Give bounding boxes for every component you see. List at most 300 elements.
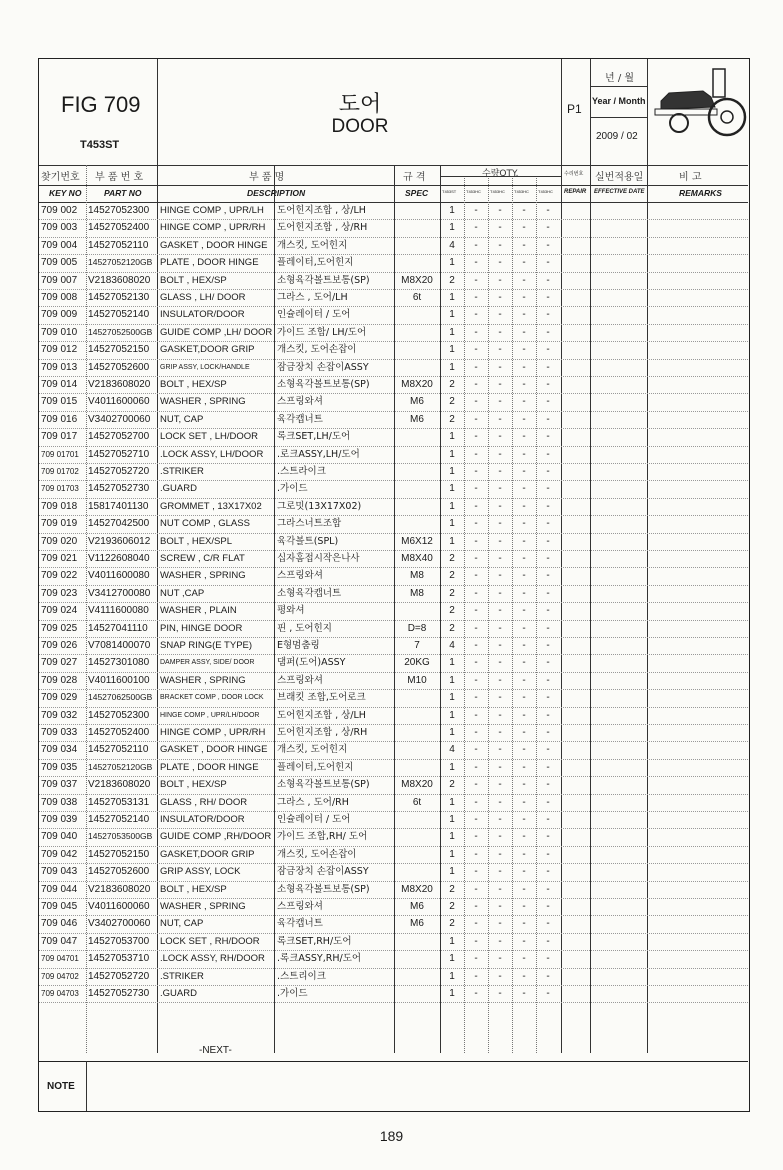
qty-dash-cell: - bbox=[474, 953, 478, 965]
col-repair-en: REPAIR bbox=[564, 189, 587, 195]
description-cell: NUT, CAP bbox=[160, 413, 204, 425]
korean-description-cell: 그라스너트조합 bbox=[277, 518, 342, 530]
korean-description-cell: 십자홈접시작은나사 bbox=[277, 553, 360, 564]
qty-dash-cell: - bbox=[546, 814, 550, 825]
part-no-cell: V1122608040 bbox=[88, 553, 150, 564]
qty-cell: 2 bbox=[449, 605, 455, 617]
qty-dash-cell: - bbox=[546, 257, 550, 269]
korean-description-cell: 평와셔 bbox=[277, 605, 305, 617]
qty-dash-cell: - bbox=[498, 814, 502, 825]
qty-dash-cell: - bbox=[498, 205, 502, 216]
part-no-cell: 14527052120GB bbox=[88, 257, 153, 268]
qty-dash-cell: - bbox=[498, 396, 502, 408]
qty-cell: 2 bbox=[449, 779, 455, 791]
page-code: P1 bbox=[567, 102, 582, 116]
part-no-cell: V2183608020 bbox=[88, 883, 151, 895]
korean-description-cell: 스프링와셔 bbox=[277, 570, 323, 582]
table-row bbox=[39, 759, 748, 777]
date-divider bbox=[647, 59, 648, 165]
col-desc-en: DESCRIPTION bbox=[247, 188, 306, 198]
part-no-cell: 14527052120GB bbox=[88, 761, 153, 772]
qty-dash-cell: - bbox=[474, 396, 478, 408]
qty-dash-cell: - bbox=[498, 918, 502, 930]
qty-dash-cell: - bbox=[522, 413, 526, 425]
korean-description-cell: 록크SET,LH/도어 bbox=[277, 431, 351, 443]
description-cell: BOLT , HEX/SP bbox=[160, 779, 227, 791]
table-row bbox=[39, 915, 748, 933]
qty-cell: 2 bbox=[449, 570, 455, 582]
qty-dash-cell: - bbox=[474, 292, 478, 303]
korean-description-cell: 도어힌지조합 , 상/LH bbox=[277, 709, 366, 721]
qty-dash-cell: - bbox=[546, 553, 550, 564]
korean-description-cell: 인슐레이터 / 도어 bbox=[277, 814, 351, 825]
table-row bbox=[39, 341, 748, 359]
qty-dash-cell: - bbox=[546, 883, 550, 895]
korean-description-cell: .스트라이크 bbox=[277, 466, 326, 477]
next-label: -NEXT- bbox=[199, 1045, 232, 1056]
qty-cell: 1 bbox=[449, 796, 455, 808]
qty-dash-cell: - bbox=[522, 761, 526, 773]
qty-dash-cell: - bbox=[498, 466, 502, 477]
qty-dash-cell: - bbox=[546, 935, 550, 947]
qty-dash-cell: - bbox=[498, 570, 502, 582]
qty-dash-cell: - bbox=[522, 326, 526, 338]
table-row bbox=[39, 637, 748, 655]
table-row bbox=[39, 672, 748, 690]
qty-cell: 1 bbox=[449, 448, 455, 460]
spec-cell: M6 bbox=[410, 918, 424, 930]
qty-dash-cell: - bbox=[474, 883, 478, 895]
table-row bbox=[39, 602, 748, 620]
table-row bbox=[39, 411, 748, 429]
korean-description-cell: 브래킷 조합,도어로크 bbox=[277, 692, 366, 704]
qty-sub-label-4: T453HC bbox=[514, 189, 529, 194]
korean-description-cell: 핀 , 도어힌지 bbox=[277, 622, 332, 634]
spec-cell: M6X12 bbox=[401, 535, 433, 547]
col-spec-en: SPEC bbox=[405, 188, 429, 198]
qty-dash-cell: - bbox=[522, 622, 526, 634]
qty-dash-cell: - bbox=[474, 587, 478, 599]
qty-cell: 1 bbox=[449, 761, 455, 773]
qty-cell: 1 bbox=[449, 326, 455, 338]
description-cell: GROMMET , 13X17X02 bbox=[160, 500, 262, 512]
description-cell: BOLT , HEX/SP bbox=[160, 379, 227, 390]
qty-dash-cell: - bbox=[474, 518, 478, 530]
key-no-cell: 709 003 bbox=[41, 222, 78, 234]
spec-cell: M8 bbox=[410, 587, 424, 599]
qty-dash-cell: - bbox=[546, 866, 550, 878]
description-cell: BOLT , HEX/SP bbox=[160, 274, 227, 286]
qty-dash-cell: - bbox=[546, 309, 550, 321]
qty-cell: 1 bbox=[449, 674, 455, 686]
key-no-cell: 709 04701 bbox=[41, 954, 79, 964]
table-row bbox=[39, 689, 748, 707]
qty-dash-cell: - bbox=[474, 692, 478, 704]
qty-dash-cell: - bbox=[498, 727, 502, 738]
description-cell: SCREW , C/R FLAT bbox=[160, 553, 245, 564]
qty-cell: 1 bbox=[449, 466, 455, 477]
qty-dash-cell: - bbox=[522, 222, 526, 234]
table-row bbox=[39, 480, 748, 498]
qty-dash-cell: - bbox=[522, 848, 526, 860]
qty-dash-cell: - bbox=[474, 918, 478, 930]
qty-dash-cell: - bbox=[498, 744, 502, 756]
part-no-cell: V4111600080 bbox=[88, 605, 149, 617]
qty-dash-cell: - bbox=[546, 988, 550, 999]
qty-dash-cell: - bbox=[522, 379, 526, 390]
description-cell: .STRIKER bbox=[160, 466, 204, 477]
korean-description-cell: 소형육각볼트보통(SP) bbox=[277, 274, 370, 286]
qty-dash-cell: - bbox=[498, 448, 502, 460]
key-no-cell: 709 002 bbox=[41, 205, 78, 216]
qty-dash-cell: - bbox=[546, 379, 550, 390]
col-qty: 수량QTY. bbox=[482, 169, 519, 179]
qty-dash-cell: - bbox=[522, 953, 526, 965]
qty-cell: 1 bbox=[449, 953, 455, 965]
qty-dash-cell: - bbox=[522, 344, 526, 356]
qty-dash-cell: - bbox=[474, 500, 478, 512]
table-row bbox=[39, 272, 748, 290]
part-no-cell: 14527052150 bbox=[88, 344, 150, 356]
qty-dash-cell: - bbox=[522, 396, 526, 408]
qty-dash-cell: - bbox=[522, 309, 526, 321]
spec-cell: M6 bbox=[410, 413, 424, 425]
qty-cell: 2 bbox=[449, 918, 455, 930]
key-no-cell: 709 016 bbox=[41, 413, 78, 425]
qty-dash-cell: - bbox=[522, 483, 526, 495]
table-row bbox=[39, 515, 748, 533]
table-row bbox=[39, 498, 748, 516]
qty-dash-cell: - bbox=[498, 500, 502, 512]
korean-description-cell: 그라스 , 도어/LH bbox=[277, 292, 348, 303]
part-no-cell: 14527052300 bbox=[88, 709, 150, 721]
part-no-cell: 14527053131 bbox=[88, 796, 150, 808]
korean-description-cell: 가이드 조합/ LH/도어 bbox=[277, 326, 367, 338]
table-row bbox=[39, 393, 748, 411]
korean-description-cell: 스프링와셔 bbox=[277, 396, 323, 408]
qty-dash-cell: - bbox=[522, 692, 526, 704]
korean-description-cell: 가이드 조합,RH/ 도어 bbox=[277, 831, 368, 843]
korean-description-cell: 도어힌지조합 , 상/RH bbox=[277, 727, 368, 738]
qty-dash-cell: - bbox=[546, 413, 550, 425]
part-no-cell: 14527053700 bbox=[88, 935, 150, 947]
qty-dash-cell: - bbox=[474, 935, 478, 947]
qty-dash-cell: - bbox=[522, 587, 526, 599]
qty-dash-cell: - bbox=[498, 292, 502, 303]
qty-dash-cell: - bbox=[498, 326, 502, 338]
description-cell: .GUARD bbox=[160, 483, 197, 495]
korean-description-cell: .로크ASSY,LH/도어 bbox=[277, 448, 360, 460]
qty-dash-cell: - bbox=[498, 274, 502, 286]
part-no-cell: 15817401130 bbox=[88, 500, 149, 512]
description-cell: HINGE COMP , UPR/RH bbox=[160, 222, 266, 234]
part-no-cell: V3402700060 bbox=[88, 413, 151, 425]
description-cell: DAMPER ASSY, SIDE/ DOOR bbox=[160, 659, 255, 667]
qty-dash-cell: - bbox=[546, 761, 550, 773]
key-no-cell: 709 015 bbox=[41, 396, 78, 408]
qty-cell: 1 bbox=[449, 222, 455, 234]
qty-dash-cell: - bbox=[522, 274, 526, 286]
key-no-cell: 709 033 bbox=[41, 727, 78, 738]
qty-dash-cell: - bbox=[498, 379, 502, 390]
korean-description-cell: .록크ASSY,RH/도어 bbox=[277, 953, 362, 965]
qty-dash-cell: - bbox=[474, 848, 478, 860]
qty-dash-cell: - bbox=[498, 344, 502, 356]
korean-description-cell: 잠금장치 손잡이ASSY bbox=[277, 361, 369, 373]
table-row bbox=[39, 794, 748, 812]
qty-dash-cell: - bbox=[546, 500, 550, 512]
page-code-divider bbox=[590, 59, 591, 165]
part-no-cell: V3412700080 bbox=[88, 587, 151, 599]
qty-dash-cell: - bbox=[522, 674, 526, 686]
key-no-cell: 709 04702 bbox=[41, 971, 79, 981]
qty-cell: 1 bbox=[449, 361, 455, 373]
part-no-cell: V2183608020 bbox=[88, 274, 151, 286]
qty-dash-cell: - bbox=[522, 239, 526, 251]
qty-dash-cell: - bbox=[522, 866, 526, 878]
key-no-cell: 709 020 bbox=[41, 535, 78, 547]
qty-dash-cell: - bbox=[522, 970, 526, 982]
key-no-cell: 709 047 bbox=[41, 935, 78, 947]
qty-dash-cell: - bbox=[474, 674, 478, 686]
description-cell: BRACKET COMP , DOOR LOCK bbox=[160, 694, 264, 702]
key-no-cell: 709 009 bbox=[41, 309, 78, 321]
qty-dash-cell: - bbox=[474, 535, 478, 547]
qty-dash-cell: - bbox=[522, 431, 526, 443]
key-no-cell: 709 007 bbox=[41, 274, 78, 286]
qty-dash-cell: - bbox=[522, 709, 526, 721]
korean-description-cell: E형멈춤링 bbox=[277, 640, 320, 651]
key-no-cell: 709 022 bbox=[41, 570, 78, 582]
qty-dash-cell: - bbox=[522, 727, 526, 738]
qty-dash-cell: - bbox=[546, 744, 550, 756]
qty-dash-cell: - bbox=[474, 901, 478, 912]
key-no-cell: 709 045 bbox=[41, 901, 78, 912]
qty-dash-cell: - bbox=[474, 274, 478, 286]
qty-dash-cell: - bbox=[474, 640, 478, 651]
qty-cell: 1 bbox=[449, 935, 455, 947]
description-cell: HINGE COMP , UPR/LH bbox=[160, 205, 264, 216]
qty-dash-cell: - bbox=[498, 848, 502, 860]
korean-description-cell: .가이드 bbox=[277, 483, 308, 495]
table-row bbox=[39, 741, 748, 759]
qty-dash-cell: - bbox=[498, 640, 502, 651]
description-cell: HINGE COMP , UPR/RH bbox=[160, 727, 266, 738]
qty-dash-cell: - bbox=[498, 518, 502, 530]
qty-dash-cell: - bbox=[498, 605, 502, 617]
korean-description-cell: 소형육각볼트보통(SP) bbox=[277, 779, 370, 791]
qty-dash-cell: - bbox=[546, 779, 550, 791]
qty-dash-cell: - bbox=[498, 883, 502, 895]
qty-dash-cell: - bbox=[474, 605, 478, 617]
qty-dash-cell: - bbox=[498, 779, 502, 791]
qty-dash-cell: - bbox=[546, 901, 550, 912]
qty-dash-cell: - bbox=[522, 988, 526, 999]
qty-dash-cell: - bbox=[498, 413, 502, 425]
qty-dash-cell: - bbox=[474, 361, 478, 373]
qty-cell: 1 bbox=[449, 727, 455, 738]
qty-dash-cell: - bbox=[498, 953, 502, 965]
qty-cell: 4 bbox=[449, 640, 455, 651]
description-cell: PLATE , DOOR HINGE bbox=[160, 257, 259, 269]
qty-cell: 1 bbox=[449, 848, 455, 860]
spec-cell: 20KG bbox=[404, 657, 430, 669]
part-no-cell: V4011600100 bbox=[88, 674, 150, 686]
year-month-korean: 년 / 월 bbox=[605, 73, 635, 84]
key-no-cell: 709 013 bbox=[41, 361, 78, 373]
qty-dash-cell: - bbox=[498, 674, 502, 686]
part-no-cell: 14527052700 bbox=[88, 431, 150, 443]
korean-description-cell: 개스킷, 도어힌지 bbox=[277, 239, 348, 251]
qty-dash-cell: - bbox=[474, 866, 478, 878]
part-no-cell: 14527052500GB bbox=[88, 326, 153, 337]
year-month-english: Year / Month bbox=[592, 96, 646, 106]
description-cell: BOLT , HEX/SPL bbox=[160, 535, 232, 547]
qty-dash-cell: - bbox=[546, 831, 550, 843]
korean-description-cell: 개스킷, 도어손잡이 bbox=[277, 344, 357, 356]
qty-dash-cell: - bbox=[546, 970, 550, 982]
qty-cell: 1 bbox=[449, 814, 455, 825]
spec-cell: 7 bbox=[414, 640, 420, 651]
qty-dash-cell: - bbox=[474, 796, 478, 808]
qty-dash-cell: - bbox=[546, 657, 550, 669]
qty-dash-cell: - bbox=[522, 361, 526, 373]
key-no-cell: 709 014 bbox=[41, 379, 78, 390]
qty-dash-cell: - bbox=[474, 709, 478, 721]
qty-cell: 2 bbox=[449, 396, 455, 408]
key-no-cell: 709 035 bbox=[41, 761, 78, 773]
col-part-ko: 부 품 번 호 bbox=[95, 172, 144, 183]
qty-dash-cell: - bbox=[474, 205, 478, 216]
description-cell: LOCK SET , LH/DOOR bbox=[160, 431, 259, 443]
qty-dash-cell: - bbox=[474, 326, 478, 338]
part-no-cell: 14527052400 bbox=[88, 222, 150, 234]
description-cell: .LOCK ASSY, LH/DOOR bbox=[160, 448, 264, 460]
qty-cell: 2 bbox=[449, 413, 455, 425]
qty-dash-cell: - bbox=[546, 448, 550, 460]
qty-dash-cell: - bbox=[546, 692, 550, 704]
spec-cell: M8 bbox=[410, 570, 424, 582]
qty-cell: 1 bbox=[449, 535, 455, 547]
qty-dash-cell: - bbox=[546, 466, 550, 477]
qty-cell: 1 bbox=[449, 500, 455, 512]
qty-dash-cell: - bbox=[474, 431, 478, 443]
qty-dash-cell: - bbox=[498, 587, 502, 599]
key-no-cell: 709 039 bbox=[41, 814, 78, 825]
qty-dash-cell: - bbox=[522, 883, 526, 895]
qty-dash-cell: - bbox=[546, 344, 550, 356]
qty-cell: 2 bbox=[449, 901, 455, 912]
korean-description-cell: 그로밋(13X17X02) bbox=[277, 500, 362, 512]
table-row bbox=[39, 202, 748, 220]
korean-description-cell: 플레이터,도어힌지 bbox=[277, 761, 354, 773]
spec-cell: M6 bbox=[410, 901, 424, 912]
qty-cell: 1 bbox=[449, 866, 455, 878]
part-no-cell: V4011600060 bbox=[88, 901, 150, 912]
description-cell: .GUARD bbox=[160, 988, 197, 999]
qty-dash-cell: - bbox=[522, 553, 526, 564]
qty-dash-cell: - bbox=[522, 935, 526, 947]
qty-dash-cell: - bbox=[498, 309, 502, 321]
qty-dash-cell: - bbox=[474, 344, 478, 356]
title-korean: 도어 bbox=[338, 92, 382, 117]
col-desc-ko: 부 품 명 bbox=[249, 172, 285, 183]
qty-cell: 1 bbox=[449, 292, 455, 303]
qty-cell: 1 bbox=[449, 692, 455, 704]
key-no-cell: 709 004 bbox=[41, 239, 78, 251]
qty-cell: 4 bbox=[449, 239, 455, 251]
korean-description-cell: 도어힌지조합 , 상/RH bbox=[277, 222, 368, 234]
qty-dash-cell: - bbox=[474, 553, 478, 564]
part-no-cell: 14527053710 bbox=[88, 953, 150, 965]
description-cell: .LOCK ASSY, RH/DOOR bbox=[160, 953, 265, 965]
part-no-cell: V2183608020 bbox=[88, 379, 151, 390]
description-cell: GLASS , LH/ DOOR bbox=[160, 292, 246, 303]
qty-dash-cell: - bbox=[474, 222, 478, 234]
spec-cell: M10 bbox=[407, 674, 427, 686]
note-divider bbox=[39, 1061, 748, 1062]
qty-dash-cell: - bbox=[522, 205, 526, 216]
qty-dash-cell: - bbox=[474, 657, 478, 669]
title-box bbox=[157, 59, 561, 165]
qty-cell: 2 bbox=[449, 274, 455, 286]
qty-dash-cell: - bbox=[474, 379, 478, 390]
part-no-cell: V4011600080 bbox=[88, 570, 150, 582]
qty-dash-cell: - bbox=[522, 901, 526, 912]
spec-cell: M8X20 bbox=[401, 779, 433, 791]
qty-dash-cell: - bbox=[522, 518, 526, 530]
description-cell: PLATE , DOOR HINGE bbox=[160, 761, 259, 773]
model-name: T453ST bbox=[80, 139, 120, 151]
korean-description-cell: 록크SET,RH/도어 bbox=[277, 935, 352, 947]
part-no-cell: 14527052140 bbox=[88, 309, 150, 321]
key-no-cell: 709 032 bbox=[41, 709, 78, 721]
qty-dash-cell: - bbox=[498, 901, 502, 912]
qty-cell: 1 bbox=[449, 970, 455, 982]
part-no-cell: 14527052300 bbox=[88, 205, 150, 216]
part-no-cell: V2183608020 bbox=[88, 779, 151, 791]
effective-date: 2009 / 02 bbox=[596, 131, 638, 142]
col-remarks-en: REMARKS bbox=[679, 188, 722, 198]
description-cell: GASKET,DOOR GRIP bbox=[160, 848, 255, 860]
qty-sub-label-5: T453HC bbox=[538, 189, 553, 194]
qty-cell: 1 bbox=[449, 257, 455, 269]
qty-dash-cell: - bbox=[498, 535, 502, 547]
parts-sheet bbox=[38, 58, 750, 1112]
description-cell: SNAP RING(E TYPE) bbox=[160, 640, 253, 651]
qty-dash-cell: - bbox=[498, 431, 502, 443]
table-row bbox=[39, 620, 748, 638]
qty-dash-cell: - bbox=[546, 622, 550, 634]
col-repair-ko: 수리번호 bbox=[564, 171, 584, 177]
qty-dash-cell: - bbox=[498, 761, 502, 773]
qty-dash-cell: - bbox=[546, 292, 550, 303]
part-no-cell: 14527052110 bbox=[88, 744, 149, 756]
qty-dash-cell: - bbox=[522, 292, 526, 303]
qty-dash-cell: - bbox=[546, 918, 550, 930]
key-no-cell: 709 025 bbox=[41, 622, 78, 634]
key-no-cell: 709 046 bbox=[41, 918, 78, 930]
qty-dash-cell: - bbox=[498, 970, 502, 982]
part-no-cell: 14527052730 bbox=[88, 483, 150, 495]
key-no-cell: 709 01702 bbox=[41, 467, 79, 476]
key-no-cell: 709 010 bbox=[41, 326, 78, 338]
qty-sub-label-2: T453HC bbox=[466, 189, 481, 194]
qty-dash-cell: - bbox=[522, 918, 526, 930]
qty-dash-cell: - bbox=[474, 779, 478, 791]
qty-cell: 2 bbox=[449, 379, 455, 390]
table-row bbox=[39, 881, 748, 899]
